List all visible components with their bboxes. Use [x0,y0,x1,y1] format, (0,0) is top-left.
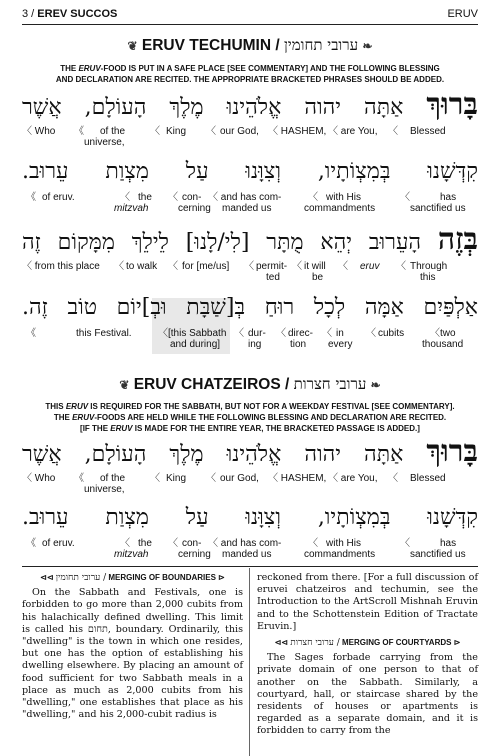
gloss-word: 〈 HASHEM, [268,473,327,484]
instr-text: [IF THE [80,424,111,433]
heading-english: MERGING OF BOUNDARIES [108,573,216,582]
gloss-word: 〈 [120,538,130,549]
heading-ornament-icon: ⊲⊲ [274,638,288,648]
gloss-word: in [336,328,344,339]
gloss-word: 《 [26,538,36,549]
gloss-word: 〈 are You, [328,473,378,484]
gloss-word: con- [182,192,202,203]
gloss-word: of the [100,473,126,484]
gloss-word: 〈 [430,328,440,339]
ornament-left-icon: ❦ [119,378,130,392]
hebrew-big-word: בָּרוּךְ [426,434,478,469]
gloss-word: 〈 are You, [328,126,378,137]
hebrew-line-2: קִדְּשָׁנוּ בְּמִצְוֹתָיו, וְצִוָּנוּ עַל מִצְוַת עֵרוּב. [22,159,478,184]
hebrew-text: הָעֵרוּב יְהֵא מֻתָּר [לִי/לָנוּ] לֵילֵךְ מִמָּקוֹם זֶה [22,230,422,255]
gloss-word: mitzvah [114,549,149,560]
heading-ornament-icon: ⊳ [218,573,225,582]
instr-text: -FOOD IS PUT IN A SAFE PLACE [SEE COMMENTARY] AND THE FOLLOWING BLESSING [100,64,440,73]
gloss-word: 《 [74,126,84,137]
instr-italic: ERUV [65,402,89,411]
commentary-left-column [22,572,243,721]
commentary-paragraph: On the Sabbath and Festivals, one is forbidden to go more than 2,000 cubits from his halachically defined dwelling. This limit is called his תחום, boundary. Ordinarily, this "dwelling" is the town in which one resides, but one has the option of establishing his dwelling elsewhere. By placing an amount of food sufficient for two Sabbath meals in a place as much as 2,000 cubits from his "dwelling," one establishes that place as his "dwelling," and his 2,000-cubit radius is [22,587,243,721]
gloss-word: for [me/us] [182,261,230,272]
gloss-word: 〈 [206,473,216,484]
gloss-word: Through [410,261,448,272]
hebrew-text: אַתָּה יהוה אֱלֹהֵינוּ מֶלֶךְ הָעוֹלָם, אֲשֶׁר [22,95,404,120]
gloss-word: be [312,272,324,283]
gloss-word: eruv [360,261,380,272]
gloss-word: has [440,192,457,203]
title-hebrew: ערובי חצרות [293,375,367,393]
gloss-word: 〈 [168,538,178,549]
commentary-divider [22,566,478,567]
gloss-word: 〈 [206,126,216,137]
gloss-word: 〈 [308,538,318,549]
heading-hebrew: ערובי חצרות / [290,638,340,649]
gloss-row-6 [22,538,478,566]
gloss-row-1 [22,126,478,154]
gloss-word: 〈 HASHEM, [268,126,327,137]
gloss-word: 〈 [150,473,160,484]
instr-italic: ERUV [78,64,101,73]
gloss-word: 〈 [338,261,348,272]
gloss-word: ted [266,272,280,283]
hebrew-line-6: קִדְּשָׁנוּ בְּמִצְוֹתָיו, וְצִוָּנוּ עַל מִצְוַת עֵרוּב. [22,505,478,530]
gloss-word: two [440,328,456,339]
gloss-word: 〈 [234,328,244,339]
instr-text: IS MADE FOR THE ENTIRE YEAR, THE BRACKETED PASSAGE IS ADDED.] [132,424,420,433]
gloss-word: and during] [170,339,221,350]
title-hebrew: ערובי תחומין [283,36,359,54]
gloss-word: 〈 [120,192,130,203]
commentary-paragraph: reckoned from there. [For a full discussion of eruvei chatzeiros and techumin, see the Introduction to the ArtScroll Mishnah Eruvin and to the Schottenstein Edition of Tractate Eruvin.] [257,572,478,632]
heading-hebrew: ערובי תחומין / [55,573,107,583]
gloss-word: this [420,272,436,283]
page-number-title [22,8,117,20]
heading-ornament-icon: ⊲⊲ [40,573,54,582]
gloss-word: ing [248,339,262,350]
gloss-word: our God, [220,473,259,484]
instructions [22,63,478,85]
gloss-word: 〈 [292,261,302,272]
gloss-word: 〈 [388,473,398,484]
gloss-word: it will [304,261,326,272]
gloss-word: 〈 [396,261,406,272]
hebrew-line-3 [22,222,478,258]
gloss-word: 〈 [400,538,410,549]
gloss-word: Blessed [410,126,446,137]
title-english: ERUV CHATZEIROS / [133,376,290,393]
gloss-word: cerning [178,203,211,214]
gloss-word: 《 [26,192,36,203]
gloss-word: has [440,538,457,549]
gloss-word: 〈 [322,328,332,339]
gloss-word: mitzvah [114,203,149,214]
gloss-word: of eruv. [42,538,75,549]
gloss-word: direc- [288,328,314,339]
gloss-word: 〈 [366,328,376,339]
gloss-word: 〈 [308,192,318,203]
gloss-word: sanctified us [410,203,466,214]
gloss-word: King [166,473,187,484]
gloss-word: this Festival. [76,328,132,339]
gloss-word: with His [326,192,362,203]
ornament-left-icon: ❦ [127,39,138,53]
page-header [22,6,478,25]
gloss-row-3 [22,261,478,289]
gloss-word: manded us [222,203,272,214]
section-title-eruv-techumin [22,36,478,55]
hebrew-line-5 [22,434,478,470]
instr-text: -FOODS ARE HELD WHILE THE FOLLOWING BLESSING AND DECLARATION ARE RECITED. [94,413,447,422]
gloss-word: 〈 Who [22,473,56,484]
gloss-word: 〈 [388,126,398,137]
instr-text: THE [53,413,73,422]
gloss-word: universe, [84,137,125,148]
heading-ornament-icon: ⊳ [453,638,461,648]
gloss-word: cerning [178,549,211,560]
hebrew-line-4: אַלְפַּיִם אַמָּה לְכָל רוּחַ בְּ[שַׁבָּת וּבְ]יוֹם טוֹב זֶה. [22,295,478,320]
title-english: ERUV TECHUMIN / [141,37,280,54]
hebrew-line-1 [22,87,478,123]
instr-italic: ERUV [72,413,95,422]
hebrew-big-word: בָּרוּךְ [426,87,478,122]
gloss-word: dur- [248,328,266,339]
instructions-2 [22,401,478,434]
gloss-word: 《 [74,473,84,484]
gloss-word: 〈 [168,192,178,203]
page-title: EREV SUCCOS [37,8,118,20]
gloss-word: Blessed [410,473,446,484]
page-number: 3 / [22,8,35,20]
gloss-word: 〈 and has com- [208,192,282,203]
gloss-word: 〈 [400,192,410,203]
gloss-word: 〈 Who [22,126,56,137]
gloss-word: with His [326,538,362,549]
gloss-row-4 [22,328,478,356]
gloss-word: the [138,192,152,203]
commentary-heading-boundaries [22,572,243,584]
gloss-word: tion [290,339,307,350]
gloss-word: the [138,538,152,549]
instr-text: THIS [45,402,66,411]
gloss-word: permit- [256,261,288,272]
gloss-word: commandments [304,549,376,560]
gloss-word: manded us [222,549,272,560]
ornament-right-icon: ❧ [362,39,373,53]
commentary-right-column [257,572,478,738]
gloss-word: every [328,339,353,350]
instr-italic: ERUV [110,424,133,433]
gloss-word: 〈 [114,261,124,272]
instr-text: IS REQUIRED FOR THE SABBATH, BUT NOT FOR A WEEKDAY FESTIVAL [SEE COMMENTARY]. [88,402,455,411]
gloss-word: cubits [378,328,405,339]
gloss-word: King [166,126,187,137]
gloss-word: thousand [422,339,464,350]
instr-text: THE [60,64,79,73]
column-rule [249,568,250,756]
gloss-word: 〈 [150,126,160,137]
gloss-word: con- [182,538,202,549]
gloss-word: 〈 [244,261,254,272]
gloss-word: to walk [126,261,158,272]
commentary-paragraph: The Sages forbade carrying from the private domain of one person to that of another on the Sabbath. Similarly, a courtyard, hall, or staircase shared by the residents of houses or apartments is regarded as a separate domain, and it is forbidden to carry from the [257,652,478,737]
gloss-word: 〈 [276,328,286,339]
gloss-word: 《 [26,328,36,339]
gloss-word: [this Sabbath [168,328,227,339]
section-title-eruv-chatzeiros [22,375,478,394]
gloss-word: 〈 [168,261,178,272]
gloss-word: 〈 and has com- [208,538,282,549]
gloss-word: of the [100,126,126,137]
gloss-word: sanctified us [410,549,466,560]
gloss-row-5 [22,473,478,501]
gloss-word: commandments [304,203,376,214]
heading-english: MERGING OF COURTYARDS [341,638,452,648]
gloss-word: 〈 [158,328,168,339]
gloss-word: universe, [84,484,125,495]
hebrew-big-word: בְּזֶה [437,222,478,257]
running-title: ERUV [447,8,478,20]
hebrew-text: אַתָּה יהוה אֱלֹהֵינוּ מֶלֶךְ הָעוֹלָם, אֲשֶׁר [22,442,404,467]
gloss-word: our God, [220,126,259,137]
gloss-row-2 [22,192,478,220]
gloss-word: 〈 from this place [22,261,100,272]
instr-text: AND DECLARATION ARE RECITED. THE APPROPRIATE BRACKETED PHRASES SHOULD BE ADDED. [55,75,445,84]
gloss-word: of eruv. [42,192,75,203]
ornament-right-icon: ❧ [370,378,381,392]
commentary-heading-courtyards [257,637,478,649]
